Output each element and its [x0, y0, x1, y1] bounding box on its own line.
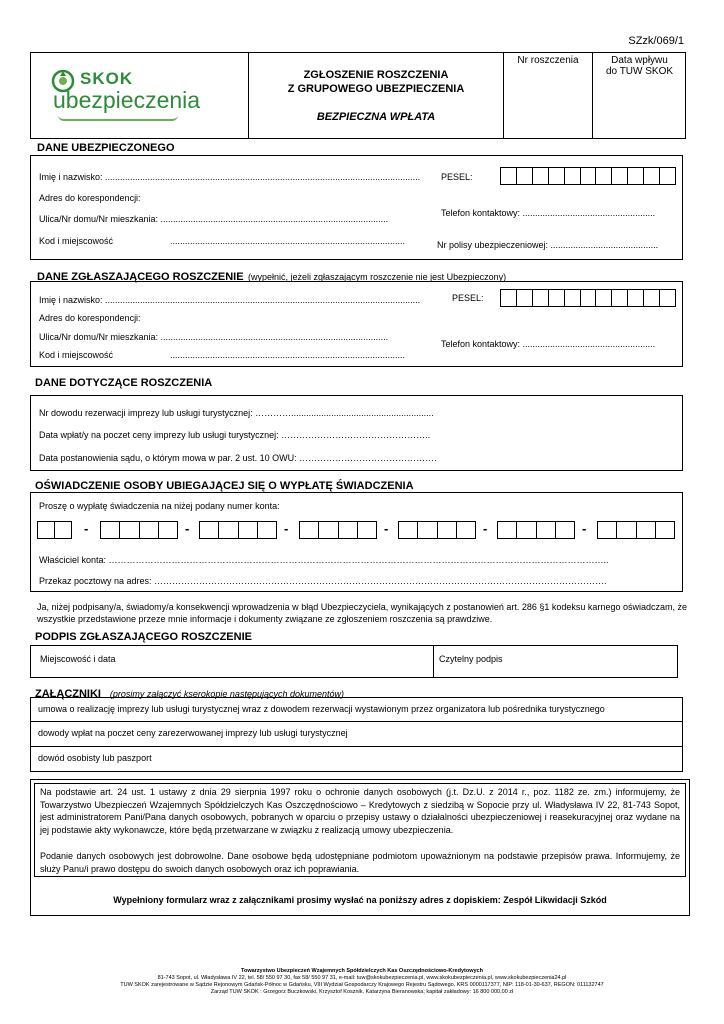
- footer-board: Zarząd TUW SKOK : Grzegorz Buczkowski, Krzysztof Kosznik, Katarzyna Bieranowska; kapitał zakładowy: 16 800 000,00 zł: [210, 989, 514, 995]
- account-group-6[interactable]: [497, 521, 575, 539]
- insured-street-field[interactable]: Ulica/Nr domu/Nr mieszkania: ...........................................................................................: [39, 214, 389, 224]
- insured-address-label: Adres do korespondencji:: [39, 193, 141, 203]
- logo-top: SKOK: [80, 69, 134, 88]
- claimant-name-field[interactable]: Imię i nazwisko: ..............................................................................................................................: [39, 295, 421, 305]
- claimant-city-label: Kod i miejscowość: [39, 350, 114, 360]
- send-instructions: Wypełniony formularz wraz z załącznikami prosimy wysłać na poniższy adres z dopiskiem: Zespół Likwidacji Szkód: [113, 895, 607, 905]
- insured-name-field[interactable]: Imię i nazwisko: ..............................................................................................................................: [39, 172, 421, 182]
- claimant-pesel-input[interactable]: [500, 289, 676, 307]
- account-group-4[interactable]: [299, 521, 377, 539]
- privacy-text-2: Podanie danych osobowych jest dobrowolne. Dane osobowe będą udostępniane podmiotom upoważnionym na podstawie przepisów prawa. Informujemy, że służy Panu/i prawo dostępu do swoich danych osobowych oraz ich poprawiania.: [40, 851, 680, 874]
- privacy-text-1: Na podstawie art. 24 ust. 1 ustawy z dnia 29 sierpnia 1997 roku o ochronie danych osobowych (j.t. Dz.U. z 2014 r., poz. 1182 ze. zm.) informujemy, że Towarzystwo Ubezpieczeń Wzajemnych Spółdzielczych Kas Oszczędnościowo – Kredytowych z siedzibą w Sopocie przy ul. Władysława IV 22, 81-743 Sopot, jest administratorem Pani/Pana danych osobowych, pobranych w oparciu o przepisy ustawy o działalności ubezpieczeniowej i reasekuracyjnej oraz wydane na jej podstawie akty wykonawcze, które będą przetwarzane w związku z realizacją umowy ubezpieczenia.: [40, 787, 680, 835]
- legible-signature-field[interactable]: Czytelny podpis: [439, 654, 503, 664]
- booking-number-field[interactable]: Nr dowodu rezerwacji imprezy lub usługi turystycznej: ………….........................................................: [39, 408, 434, 418]
- payment-request-label: Proszę o wypłatę świadczenia na niżej podany numer konta:: [39, 501, 280, 511]
- account-group-2[interactable]: [100, 521, 178, 539]
- claimant-phone-field[interactable]: Telefon kontaktowy: .....................................................: [441, 339, 656, 349]
- insured-city-label: Kod i miejscowość: [39, 236, 114, 246]
- insured-heading: DANE UBEZPIECZONEGO: [37, 142, 175, 154]
- form-title-1: ZGŁOSZENIE ROSZCZENIA: [303, 69, 449, 81]
- footer-company: Towarzystwo Ubezpieczeń Wzajemnych Spółdzielczych Kas Oszczędnościowo-Kredytowych: [241, 968, 483, 974]
- account-group-1[interactable]: [37, 521, 72, 539]
- insured-city-field[interactable]: ..............................................................................................: [170, 236, 406, 246]
- received-date-label-1: Data wpływu: [611, 55, 668, 66]
- signature-section: [30, 645, 678, 678]
- claimant-street-field[interactable]: Ulica/Nr domu/Nr mieszkania: ...........................................................................................: [39, 332, 389, 342]
- signature-heading: PODPIS ZGŁASZAJĄCEGO ROSZCZENIE: [35, 631, 252, 643]
- received-date-label-2: do TUW SKOK: [605, 66, 674, 77]
- court-decision-date-field[interactable]: Data postanowienia sądu, o którym mowa w par. 2 ust. 10 OWU: ……………………………………….: [39, 453, 437, 463]
- attachments-heading: ZAŁĄCZNIKI: [35, 688, 101, 700]
- account-group-7[interactable]: [597, 521, 675, 539]
- account-owner-field[interactable]: Właściciel konta: …………………………………………………………………………………………………………………………………………………..: [39, 555, 609, 565]
- payment-date-field[interactable]: Data wpłat/y na poczet ceny imprezy lub usługi turystycznej: …………………………………………..: [39, 430, 431, 440]
- attachment-item: umowa o realizację imprezy lub usługi turystycznej wraz z dowodem rezerwacji wystawionym przez organizatora lub pośrednika turystycznego: [38, 704, 605, 714]
- form-subtitle: BEZPIECZNA WPŁATA: [316, 111, 436, 123]
- claim-heading: DANE DOTYCZĄCE ROSZCZENIA: [35, 377, 213, 389]
- place-date-field[interactable]: Miejscowość i data: [40, 654, 116, 664]
- claimant-heading: DANE ZGŁASZAJĄCEGO ROSZCZENIE: [37, 271, 244, 283]
- declaration-text: Ja, niżej podpisany/a, świadomy/a konsekwencji wprowadzenia w błąd Ubezpieczyciela, wynikających z postanowień art. 286 §1 kodeksu karnego oświadczam, że wszystkie przedstawione przeze mnie informacje i dokumenty związane ze zgłoszeniem roszczenia są prawdziwe.: [37, 602, 687, 624]
- footer-registration: TUW SKOK zarejestrowane w Sądzie Rejonowym Gdańsk-Północ w Gdańsku, VIII Wydział Gospodarczy Krajowego Rejestru Sądowego, KRS 0000117377, NIP: 118-01-30-637, REGON: 011132747: [120, 982, 604, 988]
- claim-number-label: Nr roszczenia: [517, 55, 579, 66]
- account-group-3[interactable]: [199, 521, 277, 539]
- postal-address-field[interactable]: Przekaz pocztowy na adres: …………………………………………………………………………………………………………………………………….: [39, 576, 607, 586]
- claimant-note: (wypełnić, jeżeli zgłaszającym roszczenie nie jest Ubezpieczony): [248, 272, 507, 282]
- attachments-note: (prosimy załączyć kserokopie następujących dokumentów): [109, 689, 344, 699]
- claimant-address-label: Adres do korespondencji:: [39, 313, 141, 323]
- insured-pesel-label: PESEL:: [441, 172, 473, 182]
- form-code: SZzk/069/1: [628, 35, 684, 47]
- insured-policy-field[interactable]: Nr polisy ubezpieczeniowej: ...........................................: [437, 240, 659, 250]
- insured-phone-field[interactable]: Telefon kontaktowy: .....................................................: [441, 208, 656, 218]
- claimant-pesel-label: PESEL:: [452, 293, 484, 303]
- account-group-5[interactable]: [398, 521, 476, 539]
- logo-bottom: ubezpieczenia: [53, 87, 201, 113]
- payment-heading: OŚWIADCZENIE OSOBY UBIEGAJĄCEJ SIĘ O WYPŁATĘ ŚWIADCZENIA: [35, 480, 414, 492]
- footer-address: 81-743 Sopot, ul. Władysława IV 22, tel. 58/ 550 97 30, fax 58/ 550 97 31, e-mail: tuw@skokubezpieczenia.pl, www.skokubezpieczenia.pl, www.skokubezpieczenia24.pl: [157, 975, 567, 981]
- form-title-2: Z GRUPOWEGO UBEZPIECZENIA: [287, 83, 465, 95]
- attachment-item: dowody wpłat na poczet ceny zarezerwowanej imprezy lub usługi turystycznej: [38, 728, 348, 738]
- insured-pesel-input[interactable]: [500, 167, 676, 185]
- attachment-item: dowód osobisty lub paszport: [38, 753, 152, 763]
- claimant-city-field[interactable]: ..............................................................................................: [170, 350, 406, 360]
